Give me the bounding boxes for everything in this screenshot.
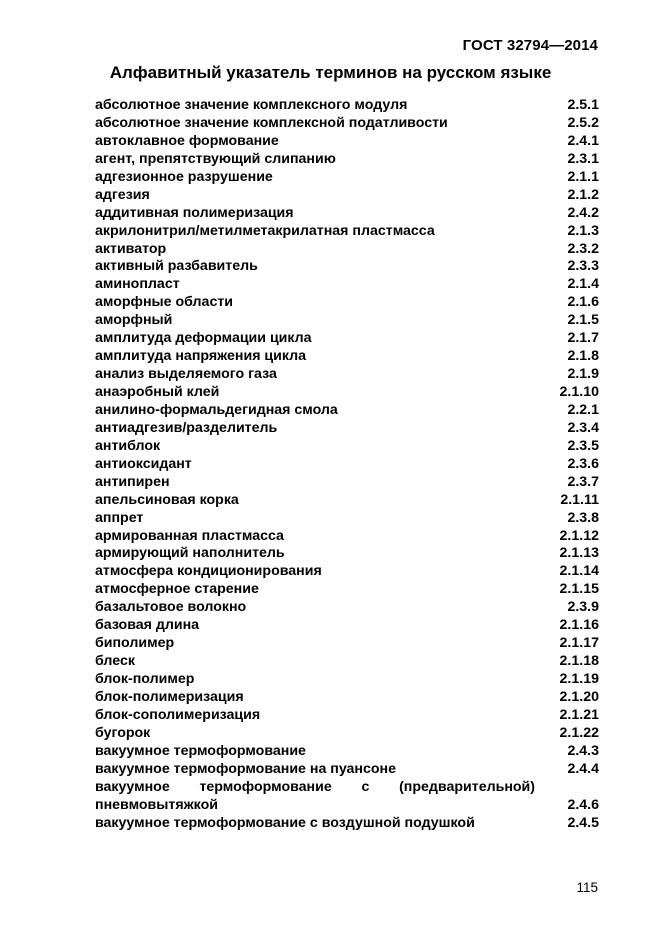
index-reference: 2.4.2 (567, 204, 599, 221)
index-term: агент, препятствующий слипанию (95, 150, 336, 167)
index-reference: 2.1.5 (567, 312, 599, 329)
index-entry (95, 97, 599, 115)
index-entry (95, 294, 599, 312)
index-term: атмосферное старение (95, 581, 259, 598)
index-term: абсолютное значение комплексной податливости (95, 114, 448, 131)
index-reference: 2.3.6 (567, 455, 599, 472)
index-term: блеск (95, 653, 135, 670)
index-entry (95, 366, 599, 384)
index-reference: 2.4.4 (567, 760, 599, 777)
index-entry (95, 330, 599, 348)
index-entry (95, 402, 599, 420)
index-term: адгезионное разрушение (95, 168, 273, 185)
index-entry (95, 671, 599, 689)
index-term: вакуумное термоформование (95, 742, 306, 759)
index-term: вакуумное термоформование с (предварительной) пневмовытяжкой (95, 778, 535, 813)
page-title: Алфавитный указатель терминов на русском языке (109, 63, 552, 82)
index-entry (95, 241, 599, 259)
index-reference: 2.1.9 (567, 366, 599, 383)
index-term: блок-полимеризация (95, 688, 244, 705)
index-reference: 2.1.7 (567, 330, 599, 347)
index-reference: 2.4.5 (567, 814, 599, 831)
index-entry (95, 815, 599, 833)
index-reference: 2.1.6 (567, 294, 599, 311)
index-reference: 2.3.9 (567, 599, 599, 616)
index-reference: 2.2.1 (567, 401, 599, 418)
index-reference: 2.1.10 (559, 384, 599, 400)
index-entry (95, 151, 599, 169)
index-term: вакуумное термоформование на пуансоне (95, 760, 397, 777)
index-term: автоклавное формование (95, 132, 279, 149)
index-term: армирующий наполнитель (95, 545, 285, 562)
index-term: базовая длина (95, 617, 200, 634)
index-reference: 2.1.3 (567, 222, 599, 239)
index-term: блок-сополимеризация (95, 706, 261, 723)
index-entry (95, 510, 599, 528)
index-reference: 2.5.2 (567, 114, 599, 131)
index-term: адгезия (95, 186, 150, 203)
index-reference: 2.3.5 (567, 437, 599, 454)
index-entry (95, 725, 599, 743)
index-term: аппрет (95, 509, 144, 526)
index-entry (95, 743, 599, 761)
index-term: аминопласт (95, 276, 180, 293)
index-term: анилино-формальдегидная смола (95, 401, 338, 418)
index-reference: 2.1.1 (567, 168, 599, 185)
standard-number: ГОСТ 32794—2014 (462, 37, 598, 54)
index-entry (95, 205, 599, 223)
index-reference: 2.1.11 (560, 491, 599, 508)
index-entry (95, 563, 599, 581)
index-term: биполимер (95, 635, 175, 652)
index-entry (95, 115, 599, 133)
index-reference: 2.4.3 (567, 742, 599, 759)
index-reference: 2.1.17 (559, 635, 599, 652)
index-term: атмосфера кондиционирования (95, 563, 322, 580)
index-term: вакуумное термоформование с воздушной подушкой (95, 814, 475, 831)
index-term: аморфный (95, 312, 173, 329)
index-entry (95, 474, 599, 492)
index-reference: 2.3.2 (567, 240, 599, 257)
index-reference: 2.5.1 (567, 97, 599, 113)
index-entry (95, 545, 599, 563)
index-reference: 2.4.6 (567, 796, 599, 813)
index-term: анаэробный клей (95, 384, 220, 400)
index-entry (95, 599, 599, 617)
index-term: аморфные области (95, 294, 234, 311)
index-reference: 2.1.19 (559, 671, 599, 687)
index-reference: 2.3.4 (567, 419, 599, 436)
index-entry (95, 635, 599, 653)
index-reference: 2.1.13 (559, 545, 599, 562)
index-entry (95, 492, 599, 510)
index-entry (95, 528, 599, 546)
index-reference: 2.1.16 (559, 617, 599, 634)
index-term: антиблок (95, 437, 161, 454)
index-entry (95, 276, 599, 294)
index-entry (95, 761, 599, 779)
index-reference: 2.1.18 (559, 653, 599, 670)
term-index (95, 97, 599, 832)
index-reference: 2.3.7 (567, 473, 599, 490)
index-entry (95, 581, 599, 599)
index-reference: 2.1.21 (559, 706, 599, 723)
index-term: активный разбавитель (95, 258, 258, 275)
index-reference: 2.1.8 (567, 348, 599, 365)
index-entry (95, 258, 599, 276)
index-term: амплитуда напряжения цикла (95, 348, 307, 365)
index-entry (95, 617, 599, 635)
index-term: апельсиновая корка (95, 491, 239, 508)
index-entry (95, 169, 599, 187)
index-term: антиоксидант (95, 455, 192, 472)
index-reference: 2.3.1 (567, 150, 599, 167)
index-reference: 2.1.4 (567, 276, 599, 293)
index-term: антиадгезив/разделитель (95, 419, 278, 436)
index-reference: 2.3.8 (567, 509, 599, 526)
index-entry (95, 312, 599, 330)
index-reference: 2.1.12 (559, 527, 599, 544)
index-entry (95, 133, 599, 151)
index-reference: 2.1.14 (559, 563, 599, 580)
page-number: 115 (576, 880, 598, 895)
index-entry (95, 348, 599, 366)
index-entry (95, 456, 599, 474)
index-reference: 2.3.3 (567, 258, 599, 275)
index-term: аддитивная полимеризация (95, 204, 294, 221)
index-reference: 2.1.2 (567, 186, 599, 203)
index-term: акрилонитрил/метилметакрилатная пластмасса (95, 222, 435, 239)
index-entry (95, 779, 599, 815)
index-entry (95, 420, 599, 438)
index-entry (95, 384, 599, 402)
index-entry (95, 707, 599, 725)
index-term: амплитуда деформации цикла (95, 330, 312, 347)
index-term: активатор (95, 240, 167, 257)
index-term: антипирен (95, 473, 170, 490)
index-reference: 2.1.15 (559, 581, 599, 598)
index-reference: 2.4.1 (567, 132, 599, 149)
index-entry (95, 689, 599, 707)
index-entry (95, 223, 599, 241)
index-term: анализ выделяемого газа (95, 366, 277, 383)
index-term: бугорок (95, 724, 151, 741)
index-entry (95, 653, 599, 671)
index-term: армированная пластмасса (95, 527, 284, 544)
index-entry (95, 438, 599, 456)
index-term: базальтовое волокно (95, 599, 247, 616)
index-term: блок-полимер (95, 671, 195, 687)
index-term: абсолютное значение комплексного модуля (95, 97, 408, 113)
index-reference: 2.1.20 (559, 688, 599, 705)
index-reference: 2.1.22 (559, 724, 599, 741)
index-entry (95, 187, 599, 205)
